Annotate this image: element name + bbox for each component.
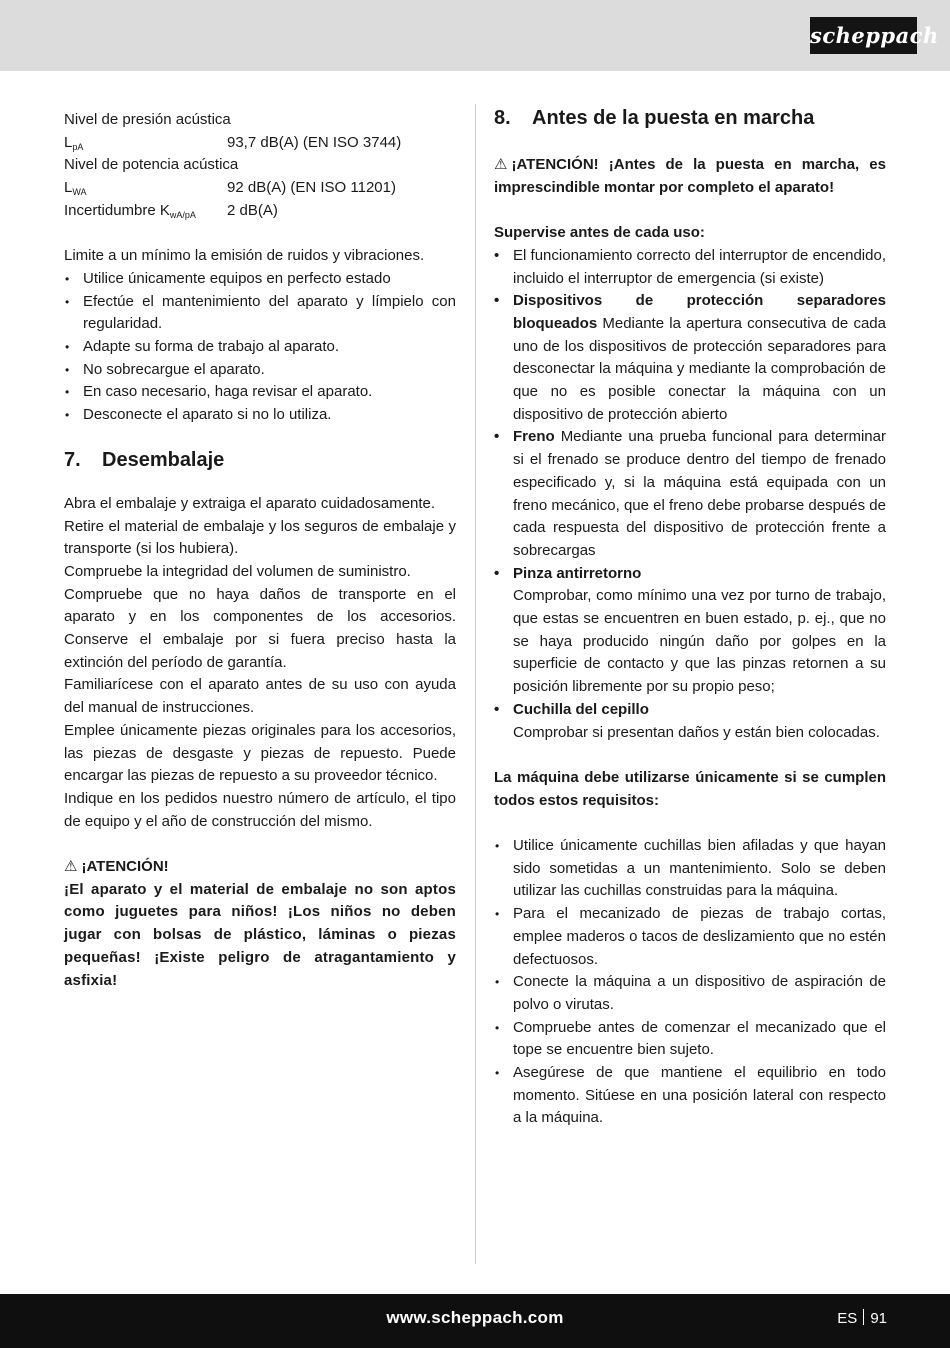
emission-intro: Limite a un mínimo la emisión de ruidos y vibraciones. — [64, 247, 425, 265]
spec-key: $L_{WA}$ — [64, 179, 87, 198]
page-indicator — [837, 1309, 887, 1327]
warning-triangle-icon: ⚠ — [64, 858, 78, 876]
sound-power-label: Nivel de potencia acústica — [64, 156, 239, 174]
footer-url[interactable]: www.scheppach.com — [386, 1308, 564, 1327]
list-item: • Asegúrese de que mantiene el equilibrio en todo momento. Sitúese en una posición lateral con respecto a la máquina. — [494, 1062, 886, 1130]
list-item: • En caso necesario, haga revisar el aparato. — [64, 381, 456, 404]
list-item: • Cuchilla del cepillo Comprobar si presentan daños y están bien colocadas. — [494, 699, 886, 744]
warning-text: ¡El aparato y el material de embalaje no son aptos como juguetes para niños! ¡Los niños no deben jugar con bolsas de plástico, láminas o piezas pequeñas! ¡Existe peligro de atragantamiento y asfixia! — [64, 880, 456, 989]
spec-value: 92 dB(A) (EN ISO 11201) — [227, 179, 396, 197]
paragraph: Compruebe la integridad del volumen de suministro. — [64, 562, 411, 580]
list-item: • Compruebe antes de comenzar el mecanizado que el tope se encuentre bien sujeto. — [494, 1017, 886, 1062]
list-item: • Para el mecanizado de piezas de trabajo cortas, emplee maderos o tacos de deslizamiento que no estén defectuosos. — [494, 903, 886, 971]
left-column — [64, 109, 456, 992]
spec-value: 93,7 dB(A) (EN ISO 3744) — [227, 133, 402, 151]
list-item: • Efectúe el mantenimiento del aparato y límpielo con regularidad. — [64, 291, 456, 336]
warning-triangle-icon: ⚠ — [494, 156, 508, 173]
list-item: • Adapte su forma de trabajo al aparato. — [64, 336, 456, 359]
emission-list — [64, 268, 456, 427]
page-number: 91 — [870, 1310, 887, 1327]
list-item: • Desconecte el aparato si no lo utiliza. — [64, 404, 456, 427]
list-item: • Conecte la máquina a un dispositivo de aspiración de polvo o virutas. — [494, 971, 886, 1016]
sound-pressure-label: Nivel de presión acústica — [64, 111, 231, 128]
footer-bar — [0, 1294, 950, 1348]
check-title: Supervise antes de cada uso: — [494, 224, 705, 242]
column-divider — [475, 104, 476, 1264]
paragraph: Compruebe que no haya daños de transporte en el aparato y en los componentes de los accesorios. Conserve el embalaje por si fuera preciso hasta la extinción del período de garantía. — [64, 585, 456, 671]
list-item: • Utilice únicamente equipos en perfecto estado — [64, 268, 456, 291]
paragraph: Indique en los pedidos nuestro número de artículo, el tipo de equipo y el año de construcción del mismo. — [64, 789, 456, 830]
list-item: • Dispositivos de protección separadores bloqueados Mediante la apertura consecutiva de cada uno de los dispositivos de protección separadores para desconectar la máquina y mediante la comprobación de que no es posible conectar la máquina con un dispositivo de protección abierto — [494, 290, 886, 426]
language-code: ES — [837, 1310, 858, 1327]
paragraph: Familiarícese con el aparato antes de su uso con ayuda del manual de instrucciones. — [64, 676, 456, 717]
spec-key: Incertidumbre $K_{wA/pA}$ — [64, 201, 196, 220]
uncertainty-row — [64, 200, 456, 223]
list-item: • El funcionamiento correcto del interruptor de encendido, incluido el interruptor de emergencia (si existe) — [494, 245, 886, 290]
warning-text: ⚠ ¡ATENCIÓN! ¡Antes de la puesta en marcha, es imprescindible montar por completo el aparato! — [494, 156, 886, 196]
section-8-heading — [494, 105, 886, 131]
warning-title: ⚠ ¡ATENCIÓN! — [64, 856, 456, 879]
requirements-list — [494, 835, 886, 1130]
spec-value: 2 dB(A) — [227, 201, 278, 219]
list-item: • Utilice únicamente cuchillas bien afiladas y que hayan sido sometidas a un mantenimiento. Solo se deben utilizar las cuchillas construidas para la máquina. — [494, 835, 886, 903]
section-title: Desembalaje — [102, 448, 225, 471]
section-number: 8. — [494, 107, 511, 129]
requirements-title: La máquina debe utilizarse únicamente si se cumplen todos estos requisitos: — [494, 768, 886, 809]
list-item: • Freno Mediante una prueba funcional para determinar si el frenado se produce dentro del tiempo de frenado especificado y, si la máquina está equipada con un freno mecánico, que el freno debe probarse después de cada respuesta del dispositivo de protección frente a sobrecargas — [494, 426, 886, 562]
right-column — [494, 105, 886, 1130]
section-7-heading — [64, 447, 456, 473]
check-list — [494, 245, 886, 744]
sound-pressure-row — [64, 132, 456, 155]
paragraph: Emplee únicamente piezas originales para los accesorios, las piezas de desgaste y piezas de repuesto. Puede encargar las piezas de repuesto a su proveedor técnico. — [64, 721, 456, 785]
sound-power-row — [64, 177, 456, 200]
section-title: Antes de la puesta en marcha — [532, 107, 815, 129]
header-bar — [0, 0, 950, 71]
spec-key: $L_{pA}$ — [64, 133, 84, 152]
paragraph: Retire el material de embalaje y los seguros de embalaje y transporte (si los hubiera). — [64, 517, 456, 558]
section-number: 7. — [64, 448, 81, 471]
list-item: • Pinza antirretorno Comprobar, como mínimo una vez por turno de trabajo, que estas se encuentren en buen estado, p. ej., que no se haya producido ningún daño por golpes en la superficie de contacto y que las pinzas retornen a su posición libremente por su propio peso; — [494, 563, 886, 699]
scheppach-logo: scheppach — [809, 16, 918, 55]
list-item: • No sobrecargue el aparato. — [64, 359, 456, 382]
paragraph: Abra el embalaje y extraiga el aparato cuidadosamente. — [64, 494, 436, 512]
noise-specs — [64, 109, 456, 223]
